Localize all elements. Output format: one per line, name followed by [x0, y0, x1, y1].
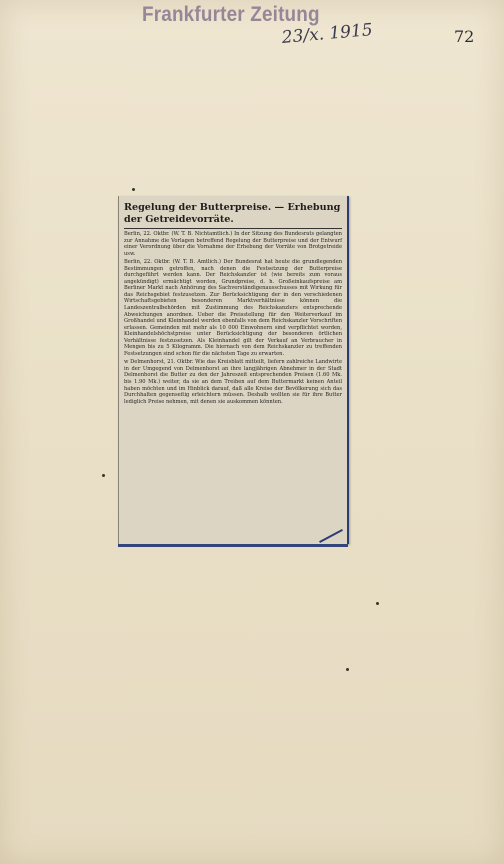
speck — [102, 474, 105, 477]
speck — [132, 188, 135, 191]
article-paragraph: Berlin, 22. Oktbr. (W. T. B. Nichtamtlich.) In der Sitzung des Bundesrats gelangten zur Annahme die Vorlagen betreffend Regelung der Butterpreise und der Entwurf einer Verordnung über die Vornahme der Erhebung der Vorräte von Brotgetreide usw. — [124, 231, 342, 257]
article-paragraph: w Delmenhorst, 21. Oktbr. Wie das Kreisblatt mitteilt, liefern zahlreiche Landwirte in der Umgegend von Delmenhorst an ihre langjährigen Abnehmer in der Stadt Delmenhorst die Butter zu den der Jahreszeit entsprechenden Preisen (1.60 Mk. bis 1.90 Mk.) weiter, da sie an dem Treiben auf dem Buttermarkt keinen Anteil haben möchten und im Hinblick darauf, daß alle Kreise der Bevölkerung sich das Durchhalten gegenseitig erleichtern müssen. Deshalb wollten sie für ihre Butter lediglich Preise nehmen, mit denen sie auskommen könnten. — [124, 359, 342, 405]
page-number: 72 — [454, 27, 475, 46]
clipping-blue-edge — [118, 544, 348, 547]
newspaper-clipping — [118, 196, 349, 544]
speck — [376, 602, 379, 605]
headline-rule — [124, 228, 342, 229]
clipping-headline: Regelung der Butterpreise. — Erhebung der Getreidevorräte. — [124, 202, 341, 225]
speck — [346, 668, 349, 671]
newspaper-stamp: Frankfurter Zeitung — [142, 3, 320, 26]
article-paragraph: Berlin, 22. Oktbr. (W. T. B. Amtlich.) Der Bundesrat hat heute die grundlegenden Bestimmungen getroffen, nach denen die Festsetzung der Butterpreise durchgeführt werden kann. Der Reichskanzler ist (wie bereits zum voraus angekündigt) ermächtigt worden, Grundpreise, d. h. Großeinkaufspreise am Berliner Markt nach Anhörung des Sachverständigenausschusses mit Wirkung für das Reichsgebiet festzusetzen. Zur Berücksichtigung der in den verschiedenen Wirtschaftsgebieten besonderen Marktverhältnisse können die Landeszentralbehörden mit Zustimmung des Reichskanzlers entsprechende Abweichungen anordnen. Ueber die Preisstellung für den Weiterverkauf im Großhandel und Kleinhandel werden ebenfalls von dem Reichskanzler Vorschriften erlassen. Gemeinden mit mehr als 10 000 Einwohnern sind verpflichtet worden, Kleinhandelshöchstpreise unter Berücksichtigung der besonderen örtlichen Verhältnisse festzusetzen. Als Kleinhandel gilt der Verkauf an Verbraucher in Mengen bis zu 5 Kilogramm. Die hiernach von dem Reichskanzler zu treffenden Festsetzungen sind schon für die nächsten Tage zu erwarten. — [124, 259, 342, 357]
handwritten-date: 23/x. 1915 — [281, 20, 374, 48]
